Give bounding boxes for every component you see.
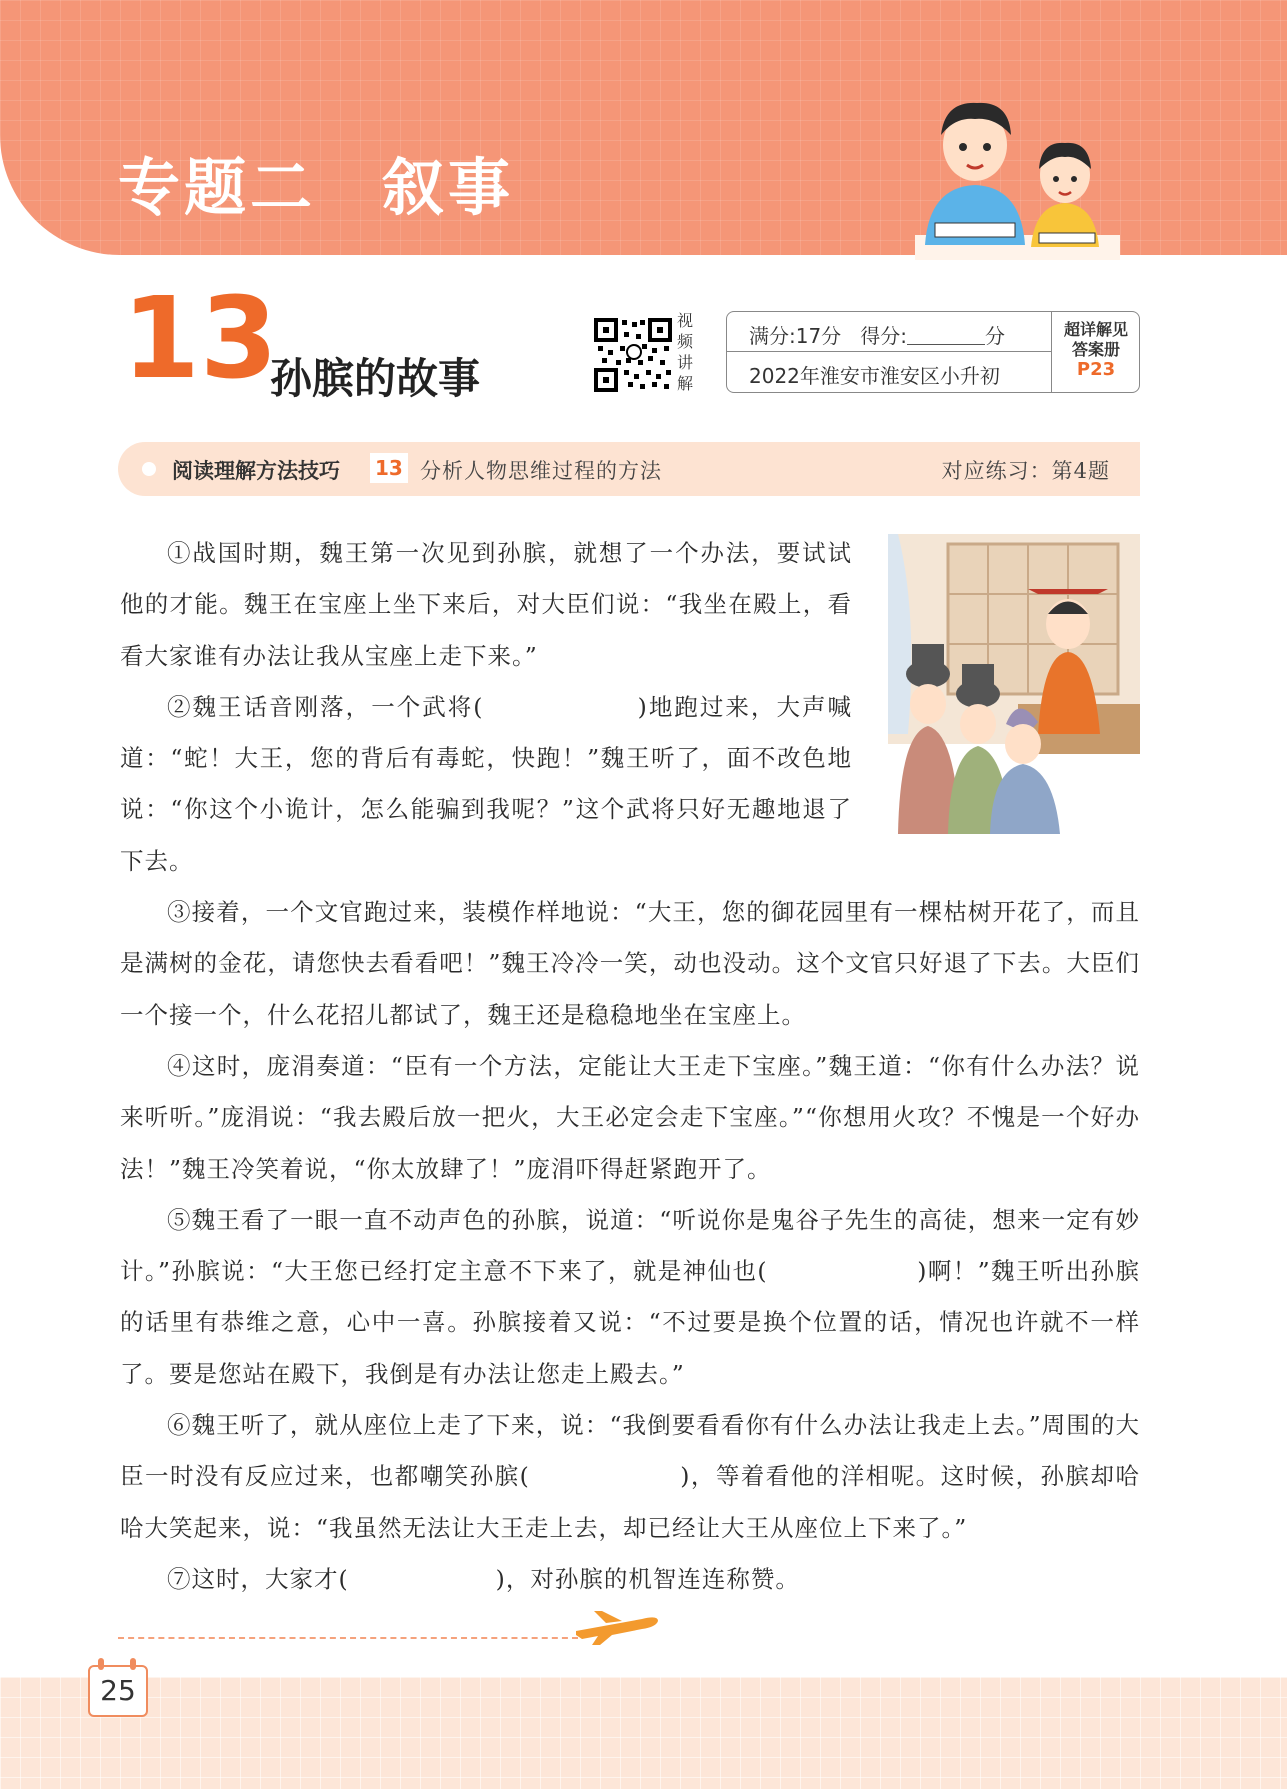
lesson-number: 13 [122, 274, 278, 404]
score-unit: 分 [985, 324, 1006, 348]
airplane-icon [572, 1605, 660, 1647]
footer-band [0, 1677, 1287, 1789]
paragraph: ③接着，一个文官跑过来，装模作样地说：“大王，您的御花园里有一棵枯树开花了，而且是满树的金花，请您快去看看吧！”魏王冷冷一笑，动也没动。这个文官只好退了下去。大臣们一个接一个，什么花招儿都试了，魏王还是稳稳地坐在宝座上。 [120, 898, 1140, 1029]
method-label: 阅读理解方法技巧 [172, 459, 340, 483]
court-illustration [878, 534, 1140, 834]
answer-line-1: 超详解见 [1063, 320, 1128, 339]
page-number: 25 [88, 1665, 148, 1717]
qr-code[interactable] [594, 312, 674, 392]
paragraph: ④这时，庞涓奏道：“臣有一个方法，定能让大王走下宝座。”魏王道：“你有什么办法？说来听听。”庞涓说：“我去殿后放一把火，大王必定会走下宝座。”“你想用火攻？不愧是一个好办法！”魏王冷笑着说，“你太放肆了！”庞涓吓得赶紧跑开了。 [120, 1051, 1140, 1183]
paragraph: ①战国时期，魏王第一次见到孙膑，就想了一个办法，要试试他的才能。魏王在宝座上坐下来后，对大臣们说：“我坐在殿上，看看大家谁有办法让我从宝座上走下来。” [120, 539, 852, 670]
divider [1051, 312, 1052, 392]
got-score-label: 得分: [860, 324, 908, 348]
divider [727, 351, 1051, 352]
answer-page: P23 [1076, 359, 1116, 380]
exam-source: 2022年淮安市淮安区小升初 [749, 364, 1000, 388]
score-row [749, 320, 1005, 349]
answer-reference [1053, 320, 1139, 380]
children-illustration [915, 95, 1120, 260]
paragraph: ⑦这时，大家才( )，对孙膑的机智连连称赞。 [167, 1564, 800, 1593]
method-practice: 对应练习：第4题 [941, 459, 1110, 483]
qr-label: 视频讲解 [677, 311, 694, 393]
dashed-divider [118, 1637, 578, 1639]
topic-title: 专题二 叙事 [118, 151, 515, 224]
method-text: 分析人物思维过程的方法 [420, 459, 662, 483]
score-blank[interactable] [907, 326, 985, 345]
passage [120, 528, 1140, 1605]
method-number: 13 [370, 453, 408, 483]
score-box [726, 311, 1140, 393]
bullet-dot [142, 462, 156, 476]
lesson-title: 孙膑的故事 [270, 354, 481, 403]
paragraph: ②魏王话音刚落，一个武将( )地跑过来，大声喊道：“蛇！大王，您的背后有毒蛇，快跑！”魏王听了，面不改色地说：“你这个小诡计，怎么能骗到我呢？”这个武将只好无趣地退了下去。 [120, 692, 852, 875]
full-score: 满分:17分 [749, 324, 842, 348]
answer-line-2: 答案册 [1071, 340, 1120, 359]
paragraph: ⑥魏王听了，就从座位上走了下来，说：“我倒要看看你有什么办法让我走上去。”周围的大臣一时没有反应过来，也都嘲笑孙膑( )，等着看他的洋相呢。这时候，孙膑却哈哈大笑起来，说：“我虽然无法让大王走上去，却已经让大王从座位上下来了。” [120, 1411, 1140, 1542]
paragraph: ⑤魏王看了一眼一直不动声色的孙膑，说道：“听说你是鬼谷子先生的高徒，想来一定有妙计。”孙膑说：“大王您已经打定主意不下来了，就是神仙也( )啊！”魏王听出孙膑的话里有恭维之意，心中一喜。孙膑接着又说：“不过要是换个位置的话，情况也许就不一样了。要是您站在殿下，我倒是有办法让您走上殿去。” [120, 1205, 1140, 1388]
method-bar [118, 442, 1140, 496]
